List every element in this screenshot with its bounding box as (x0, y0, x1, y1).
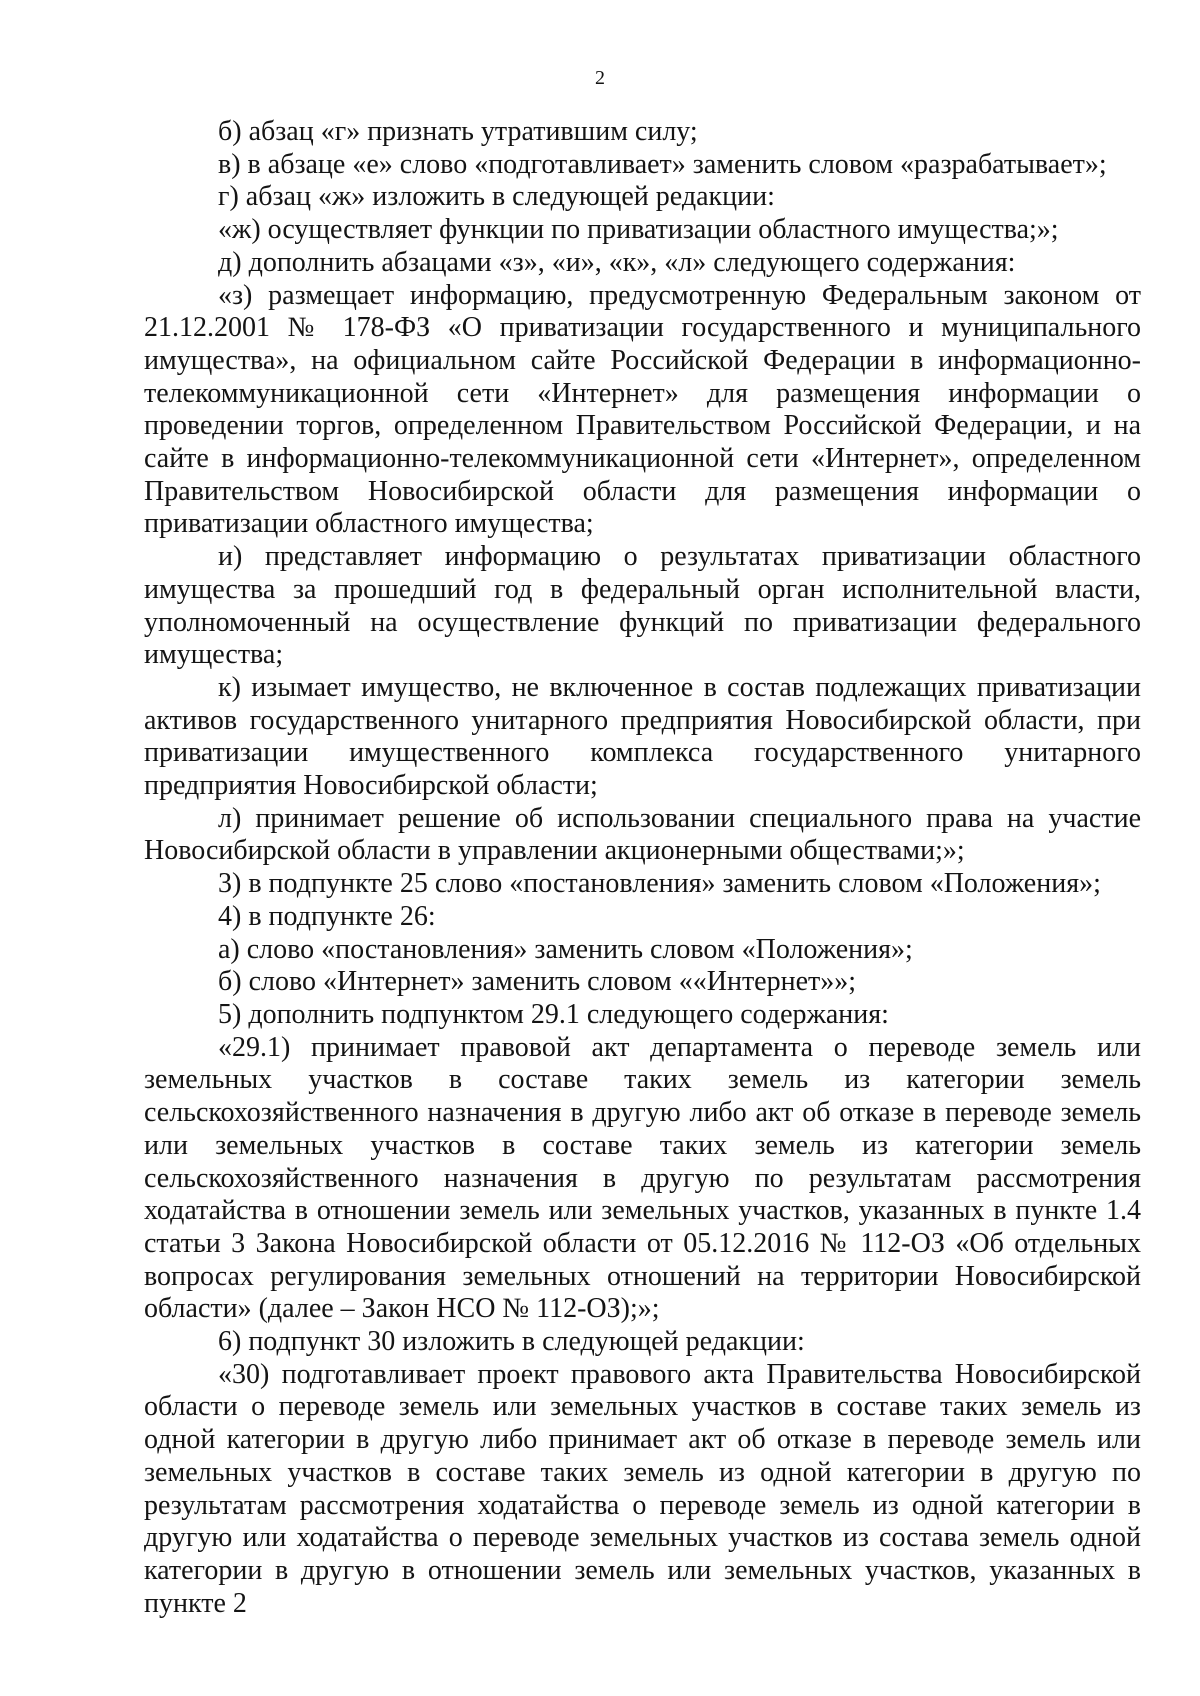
paragraph-item-g-restate: г) абзац «ж» изложить в следующей редакции: (218, 181, 775, 213)
paragraph-item-4b: б) слово «Интернет» заменить словом ««Интернет»»; (218, 966, 857, 998)
page-number: 2 (595, 67, 605, 89)
paragraph-i-text: и) представляет информацию о результатах приватизации областного имущества за прошедший год в федеральный орган исполнительной власти, уполномоченный на осуществление функций по приватизации федерального имущества; (144, 541, 1141, 671)
paragraph-item-6: 6) подпункт 30 изложить в следующей редакции: (218, 1326, 805, 1358)
paragraph-item-d-add: д) дополнить абзацами «з», «и», «к», «л» следующего содержания: (218, 246, 1016, 278)
paragraph-zh-text: «ж) осуществляет функции по приватизации областного имущества;»; (218, 214, 1059, 246)
paragraph-item-4: 4) в подпункте 26: (218, 900, 436, 932)
paragraph-item-5: 5) дополнить подпунктом 29.1 следующего содержания: (218, 998, 889, 1030)
paragraph-29-1-text: «29.1) принимает правовой акт департамента о переводе земель или земельных участков в составе таких земель из категории земель сельскохозяйственного назначения в другую либо акт об отказе в переводе земель или земельных участков в составе таких земель из категории земель сельскохозяйственного назначения в другую по результатам рассмотрения ходатайства в отношении земель или земельных участков, указанных в пункте 1.4 статьи 3 Закона Новосибирской области от 05.12.2016 № 112-ОЗ «Об отдельных вопросах регулирования земельных отношений на территории Новосибирской области» (далее – Закон НСО № 112-ОЗ);»; (144, 1031, 1141, 1325)
paragraph-item-4a: а) слово «постановления» заменить словом «Положения»; (218, 933, 913, 965)
paragraph-k-text: к) изымает имущество, не включенное в состав подлежащих приватизации активов государственного унитарного предприятия Новосибирской области, при приватизации имущественного комплекса государственного унитарного предприятия Новосибирской области; (144, 671, 1141, 802)
paragraph-z-text: «з) размещает информацию, предусмотренную Федеральным законом от 21.12.2001 № 178-ФЗ «О приватизации государственного и муниципального имущества», на официальном сайте Российской Федерации в информационно-телекоммуникационной сети «Интернет» для размещения информации о проведении торгов, определенном Правительством Российской Федерации, и на сайте в информационно-телекоммуникационной сети «Интернет», определенном Правительством Новосибирской области для размещения информации о приватизации областного имущества; (144, 279, 1141, 540)
paragraph-item-b-repeal: б) абзац «г» признать утратившим силу; (218, 116, 698, 147)
paragraph-item-v-replace-word: в) в абзаце «е» слово «подготавливает» заменить словом «разрабатывает»; (218, 148, 1107, 180)
document-body (144, 116, 1141, 1620)
paragraph-item-3: 3) в подпункте 25 слово «постановления» заменить словом «Положения»; (218, 868, 1101, 900)
paragraph-30-text: «30) подготавливает проект правового акта Правительства Новосибирской области о переводе земель или земельных участков в составе таких земель из одной категории в другую либо принимает акт об отказе в переводе земель или земельных участков в составе таких земель из одной категории в другую по результатам рассмотрения ходатайства о переводе земель из одной категории в другую или ходатайства о переводе земельных участков из состава земель одной категории в другую в отношении земель или земельных участков, указанных в пункте 2 (144, 1358, 1141, 1619)
paragraph-l-text: л) принимает решение об использовании специального права на участие Новосибирской области в управлении акционерными обществами;»; (144, 802, 1141, 867)
